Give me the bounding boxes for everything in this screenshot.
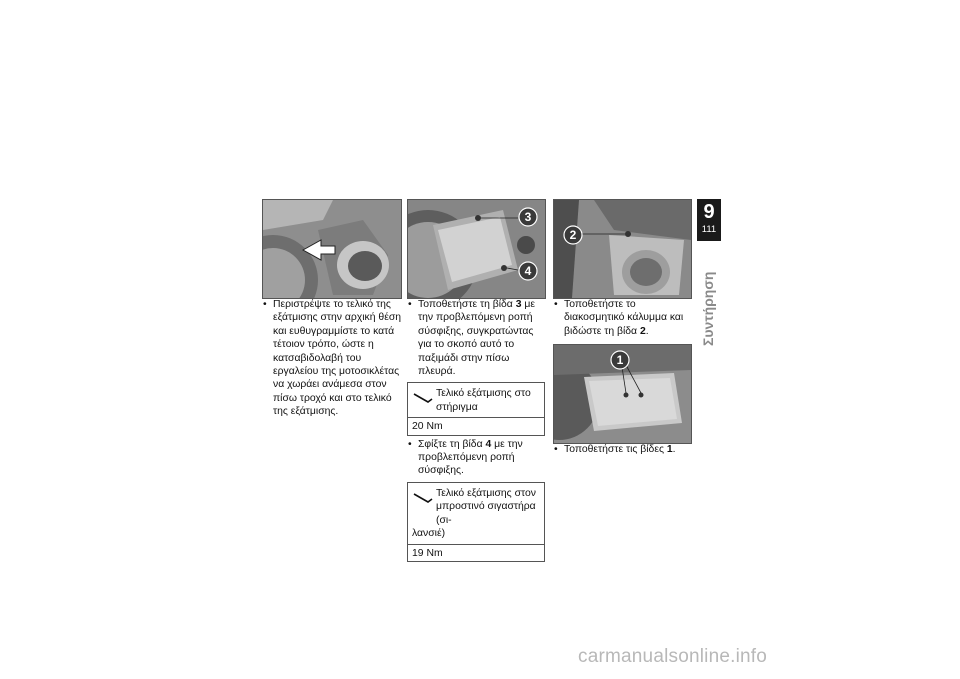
torque-spec-1-label: Τελικό εξάτμισης στο στήριγμα: [408, 383, 544, 418]
exhaust-illustration: [263, 200, 401, 298]
step-install-screw-3: • Τοποθετήστε τη βίδα 3 με την προβλεπόμενη ροπή σύσφιξης, συγκρατώντας για το σκοπό αυτό το παξιμάδι στην πίσω πλευρά.: [407, 298, 547, 378]
photo-cover-screws-1: [553, 344, 692, 444]
column-3-text-lower: [553, 443, 693, 456]
callout-2-label: 2: [569, 228, 577, 242]
photo-exhaust-rotate: [262, 199, 402, 299]
wrench-icon: [413, 493, 433, 503]
torque-spec-1: [407, 382, 545, 435]
column-2-text: [407, 298, 547, 562]
step-install-screws-1: • Τοποθετήστε τις βίδες 1.: [553, 443, 693, 456]
torque-spec-2-value: 19 Nm: [412, 547, 443, 559]
page-number: 111: [701, 224, 717, 235]
step-tighten-screw-4: • Σφίξτε τη βίδα 4 με την προβλεπόμενη ροπή σύσφιξης.: [407, 438, 547, 478]
step-install-cover: • Τοποθετήστε το διακοσμητικό κάλυμμα και βιδώστε τη βίδα 2.: [553, 298, 693, 338]
torque-spec-1-value: 20 Nm: [412, 421, 443, 433]
photo-exhaust-bolts: [407, 199, 546, 299]
wrench-icon: [413, 393, 433, 403]
torque-spec-2-label: Τελικό εξάτμισης στον μπροστινό σιγαστήρα (σι- λανσιέ): [408, 483, 544, 545]
cover-screw-illustration: [554, 200, 691, 298]
step-rotate-exhaust: • Περιστρέψτε το τελικό της εξάτμισης στην αρχική θέση και ευθυγραμμίστε το κατά τέτοιον τρόπο, ώστε η κατσαβιδολαβή του εργαλείου της μοτοσικλέτας να χωράει ανάμεσα στον πίσω τροχό και στο τελικό της εξάτμισης.: [262, 298, 402, 419]
callout-4-label: 4: [524, 264, 532, 278]
callout-3-label: 3: [524, 210, 532, 224]
torque-spec-2: [407, 482, 545, 562]
photo-cover-screw: [553, 199, 692, 299]
chapter-title: Συντήρηση: [700, 271, 716, 346]
cover-screws-illustration: [554, 345, 691, 443]
callout-1-label: 1: [616, 353, 624, 367]
exhaust-bolts-illustration: [408, 200, 545, 298]
chapter-number: 9: [703, 201, 715, 223]
column-1-text: [262, 298, 402, 419]
column-3-text: [553, 298, 693, 338]
chapter-tab: [697, 199, 721, 241]
watermark: carmanualsonline.info: [578, 646, 768, 667]
